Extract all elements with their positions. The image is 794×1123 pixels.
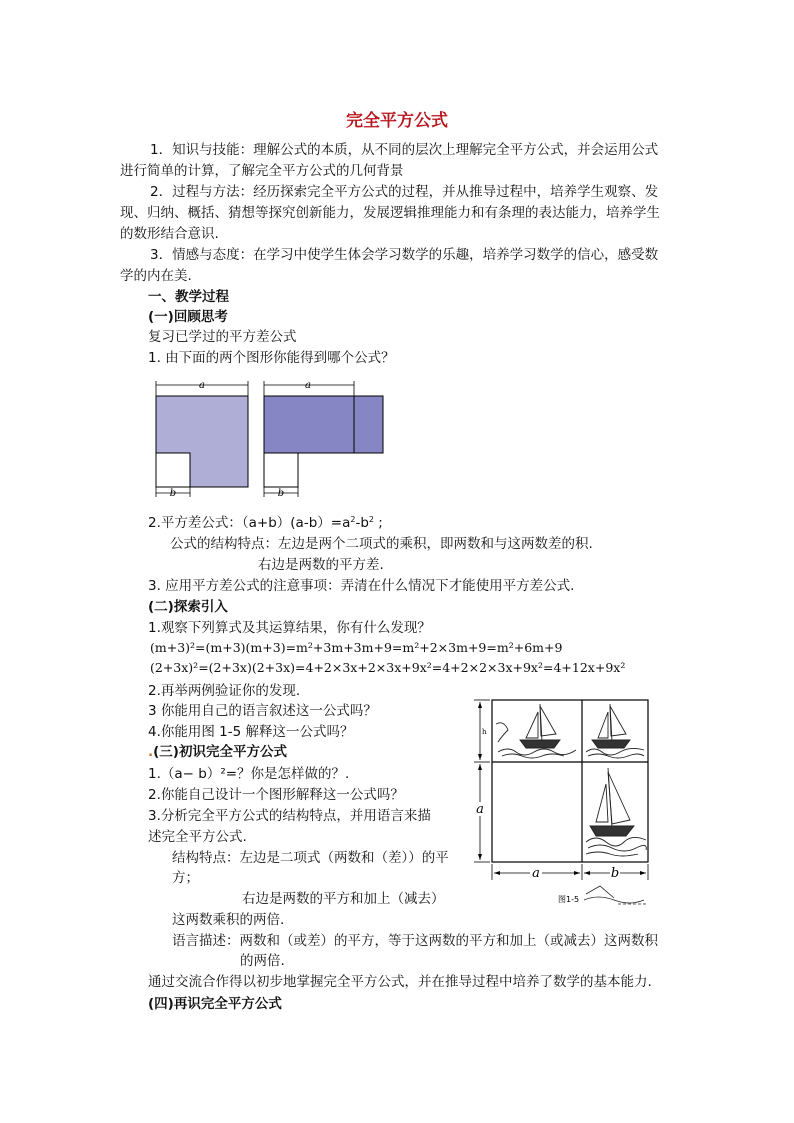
difference-of-squares-figure (146, 376, 396, 500)
caption-decoration (584, 886, 648, 904)
structure-left: 公式的结构特点：左边是两个二项式的乘积，即两数和与这两数差的积. (170, 536, 593, 552)
formula-2-plus-3x: (2+3x)²=(2+3x)(2+3x)=4+2×3x+2×3x+9x²=4+2×2×3x+9x²=4+12x+9x² (150, 660, 626, 675)
verify-question: 2.再举两例验证你的发现. (148, 683, 301, 699)
label-a-right: a (305, 380, 311, 391)
question-figure: 1. 由下面的两个图形你能得到哪个公式？ (148, 350, 395, 366)
language-line-2: 的两倍. (240, 953, 285, 969)
section-3-q2: 2.你能自己设计一个图形解释这一公式吗？ (148, 787, 404, 803)
difference-formula: 2.平方差公式：$(a+b)(a-b)=a^2-b^2$ ; (148, 515, 383, 531)
label-b-left: b (169, 488, 177, 499)
review-line: 复习已学过的平方差公式 (148, 329, 297, 345)
objective-1-line-1: 1．知识与技能：理解公式的本质，从不同的层次上理解完全平方公式，并会运用公式 (150, 142, 659, 158)
section-3-heading: .(三)初识完全平方公式 (148, 744, 287, 760)
language-line-1: 语言描述：两数和（或差）的平方，等于这两数的平方和加上（或减去）这两数积 (172, 933, 658, 949)
rectangle-region (264, 396, 383, 453)
describe-question: 3 你能用自己的语言叙述这一公式吗？ (148, 703, 377, 719)
process-heading: 一、教学过程 (148, 289, 229, 305)
label-b-horizontal: b (610, 866, 620, 881)
objective-2-line-1: 2．过程与方法：经历探索完全平方公式的过程，并从推导过程中，培养学生观察、发 (150, 184, 659, 200)
small-square-region (156, 453, 190, 487)
label-a-horizontal: a (532, 866, 540, 881)
objective-2-line-2: 现、归纳、概括、猜想等探究创新能力，发展逻辑推理能力和有条理的表达能力，培养学生 (120, 205, 660, 221)
figure-question: 4.你能用图 1-5 解释这一公式吗？ (148, 724, 354, 740)
summary-line: 通过交流合作得以初步地掌握完全平方公式，并在推导过程中培养了数学的基本能力. (148, 974, 652, 990)
feature-line-2: 方； (172, 870, 199, 886)
section-3-q1: 1.（a− b）²=？你是怎样做的？. (148, 766, 350, 782)
label-b-right: b (277, 488, 285, 499)
feature-line-1: 结构特点：左边是二项式（两数和（差））的平 (172, 850, 449, 866)
outer-square (492, 700, 648, 862)
section-4-heading: (四)再识完全平方公式 (148, 996, 282, 1012)
svg-text:h: h (482, 728, 487, 736)
objective-3-line-2: 学的内在美. (120, 268, 192, 284)
feature-line-3: 右边是两数的平方和加上（减去） (242, 891, 445, 907)
observe-question: 1.观察下列算式及其运算结果，你有什么发现？ (148, 620, 431, 636)
formula-m-plus-3: (m+3)²=(m+3)(m+3)=m²+3m+3m+9=m²+2×3m+9=m²+6m+9 (150, 640, 563, 655)
section-1-heading: (一)回顾思考 (148, 309, 228, 325)
structure-right: 右边是两数的平方差. (258, 557, 384, 573)
objective-1-line-2: 进行简单的计算，了解完全平方公式的几何背景 (120, 163, 404, 179)
perfect-square-figure (468, 694, 658, 914)
document-title: 完全平方公式 (346, 111, 448, 131)
label-a-left: a (199, 380, 205, 391)
objective-3-line-1: 3．情感与态度：在学习中使学生体会学习数学的乐趣，培养学习数学的信心，感受数 (150, 247, 659, 263)
section-3-q3a: 3.分析完全平方公式的结构特点，并用语言来描 (148, 808, 431, 824)
small-square-white-right (264, 453, 298, 487)
label-a-vertical: a (476, 802, 484, 817)
figure-caption: 图1-5 (558, 895, 580, 904)
attention-note: 3. 应用平方差公式的注意事项：弄清在什么情况下才能使用平方差公式. (148, 578, 575, 594)
feature-line-4: 这两数乘积的两倍. (172, 912, 285, 928)
section-3-q3b: 述完全平方公式. (148, 829, 247, 845)
section-2-heading: (二)探索引入 (148, 599, 228, 615)
objective-2-line-3: 的数形结合意识. (120, 226, 219, 242)
